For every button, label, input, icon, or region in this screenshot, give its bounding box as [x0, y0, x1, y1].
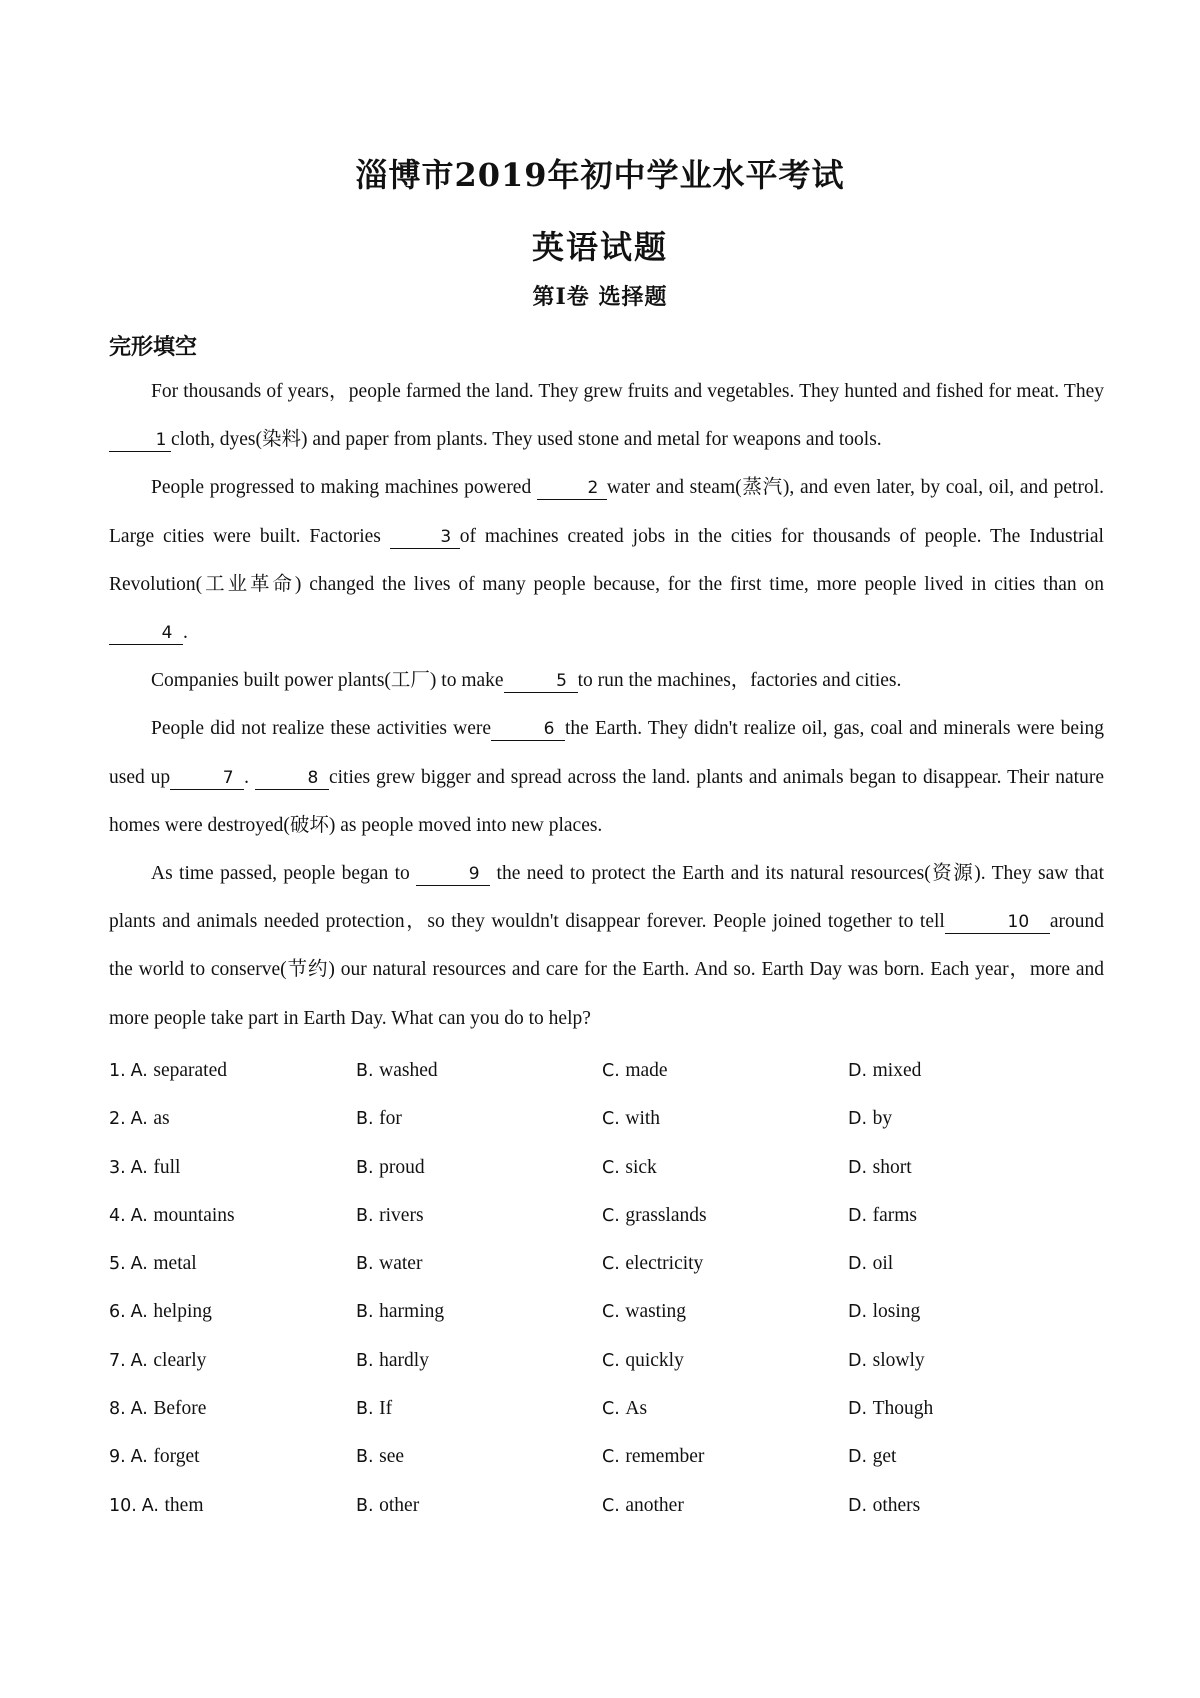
passage-text: of machines created jobs in the cities for thousands of people. The Industrial Revolution(工业革命) changed the lives of many people because, for the first time, more people lived in cities than on — [109, 525, 1104, 595]
option-b: B. see — [356, 1446, 405, 1468]
option-c: C. As — [602, 1398, 648, 1420]
option-c: C. wasting — [602, 1301, 687, 1323]
option-a: 2. A. as — [109, 1108, 170, 1130]
cloze-passage — [109, 368, 1104, 1043]
passage-text: water and steam(蒸汽), and even later, by coal, oil, and petrol. Large cities were built. Factories — [109, 477, 1104, 547]
option-row-1 — [109, 1047, 1109, 1095]
option-row-3 — [109, 1144, 1109, 1192]
passage-text: For thousands of years，people farmed the land. They grew fruits and vegetables. They hunted and fished for meat. They — [151, 381, 1104, 402]
option-d: D. get — [848, 1446, 897, 1468]
passage-text: cities grew bigger and spread across the land. plants and animals began to disappear. Their nature homes were destroyed(破坏) as people moved into new places. — [109, 766, 1104, 836]
passage-text: the Earth. They didn't realize oil, gas, coal and minerals were being used up — [109, 718, 1104, 788]
option-b: B. If — [356, 1398, 393, 1420]
option-c: C. electricity — [602, 1253, 704, 1275]
option-a: 3. A. full — [109, 1156, 181, 1178]
option-c: C. quickly — [602, 1349, 684, 1371]
option-a: 6. A. helping — [109, 1301, 212, 1323]
blank-10: 10 — [945, 911, 1050, 934]
passage-text: . — [183, 622, 188, 644]
section-heading: 完形填空 — [109, 335, 198, 360]
option-a: 1. A. separated — [109, 1060, 227, 1081]
option-row-8 — [109, 1385, 1109, 1433]
blank-6: 6 — [491, 718, 565, 741]
option-d: D. short — [848, 1156, 912, 1178]
passage-text: the need to protect the Earth and its natural resources(资源). They saw that plants and animals needed protection，so they wouldn't disappear forever. People joined together to tell — [109, 863, 1105, 933]
option-a: 8. A. Before — [109, 1398, 207, 1420]
option-d: D. mixed — [848, 1060, 922, 1081]
option-b: B. hardly — [356, 1349, 429, 1371]
option-c: C. grasslands — [602, 1204, 707, 1226]
blank-4: 4 — [109, 622, 183, 645]
option-d: D. others — [848, 1494, 921, 1516]
passage-text: People did not realize these activities were — [151, 718, 492, 740]
passage-text: around the world to conserve(节约) our natural resources and care for the Earth. And so. Earth Day was born. Each year，more and more people take part in Earth Day. What can you do to help? — [109, 911, 1104, 1029]
option-d: D. Though — [848, 1398, 934, 1420]
option-a: 4. A. mountains — [109, 1204, 235, 1226]
option-c: C. sick — [602, 1156, 657, 1178]
option-d: D. farms — [848, 1204, 918, 1226]
option-row-9 — [109, 1433, 1109, 1481]
option-d: D. losing — [848, 1301, 921, 1323]
answer-options — [109, 1047, 1109, 1530]
paragraph-4 — [109, 705, 1104, 850]
option-b: B. washed — [356, 1060, 438, 1081]
blank-3: 3 — [390, 526, 460, 549]
exam-subtitle: 英语试题 — [531, 228, 668, 266]
paragraph-1 — [109, 368, 1104, 464]
option-d: D. oil — [848, 1253, 894, 1275]
exam-title: 淄博市2019年初中学业水平考试 — [355, 156, 845, 194]
blank-9: 9 — [416, 863, 490, 886]
passage-text: cloth, dyes(染料) and paper from plants. They used stone and metal for weapons and tools. — [171, 429, 882, 451]
option-a: 7. A. clearly — [109, 1349, 207, 1371]
paragraph-2 — [109, 464, 1104, 657]
option-a: 9. A. forget — [109, 1446, 200, 1468]
option-c: C. remember — [602, 1446, 705, 1468]
option-row-4 — [109, 1192, 1109, 1240]
option-c: C. another — [602, 1494, 684, 1516]
paragraph-5 — [109, 850, 1104, 1043]
blank-5: 5 — [504, 670, 578, 693]
option-b: B. harming — [356, 1301, 445, 1323]
option-row-6 — [109, 1288, 1109, 1336]
option-b: B. water — [356, 1253, 423, 1275]
paragraph-3 — [109, 657, 1104, 705]
option-row-10 — [109, 1482, 1109, 1530]
part-heading: 第Ⅰ卷 选择题 — [532, 284, 668, 310]
option-c: C. made — [602, 1060, 668, 1081]
option-row-2 — [109, 1095, 1109, 1143]
blank-8: 8 — [255, 767, 329, 790]
option-d: D. slowly — [848, 1349, 925, 1371]
option-a: 10. A. them — [109, 1494, 204, 1516]
passage-text: As time passed, people began to — [151, 863, 417, 885]
option-b: B. other — [356, 1494, 420, 1516]
passage-text: Companies built power plants(工厂) to make — [151, 670, 504, 692]
option-d: D. by — [848, 1108, 893, 1130]
blank-7: 7 — [170, 767, 244, 790]
option-row-7 — [109, 1337, 1109, 1385]
passage-text: . — [244, 766, 255, 788]
passage-text: People progressed to making machines powered — [151, 477, 537, 499]
option-row-5 — [109, 1240, 1109, 1288]
blank-1: 1 — [109, 429, 171, 452]
option-c: C. with — [602, 1108, 661, 1130]
option-a: 5. A. metal — [109, 1253, 197, 1275]
option-b: B. rivers — [356, 1204, 424, 1226]
option-b: B. for — [356, 1108, 402, 1130]
blank-2: 2 — [537, 477, 607, 500]
option-b: B. proud — [356, 1156, 425, 1178]
passage-text: to run the machines，factories and cities. — [577, 670, 902, 692]
